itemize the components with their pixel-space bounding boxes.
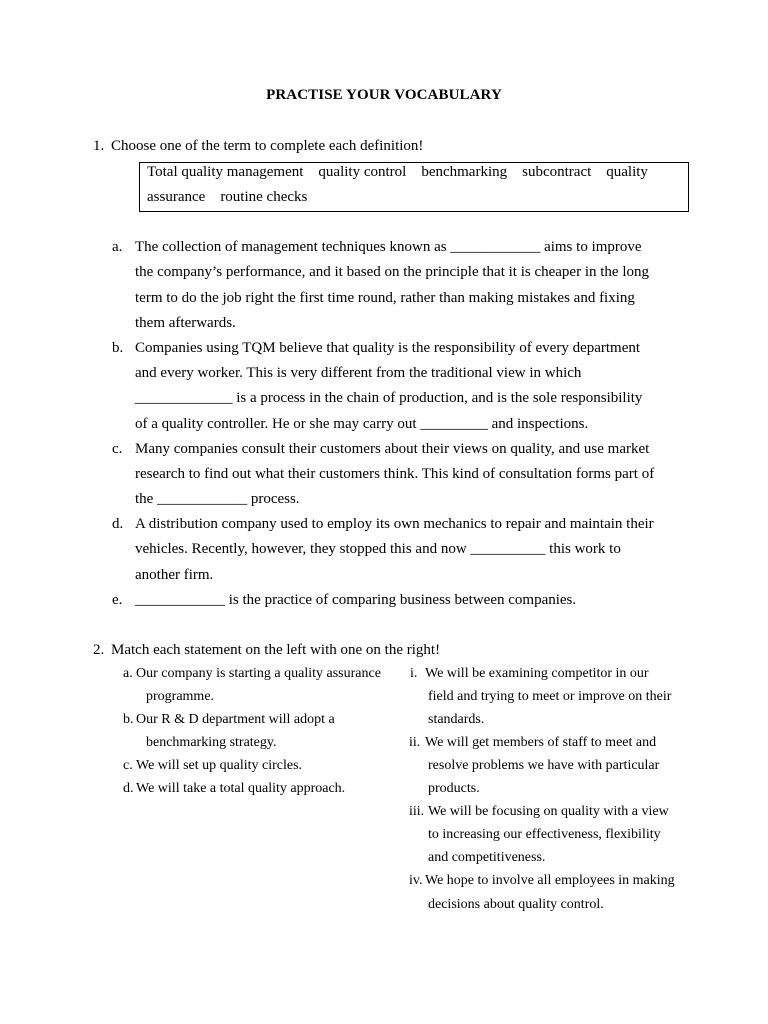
item-a-letter: a. (112, 239, 123, 255)
statement-b-line: benchmarking strategy. (146, 735, 277, 750)
question-2-number: 2. (93, 642, 105, 658)
response-iii-line: We will be focusing on quality with a view (428, 804, 669, 819)
item-b-line: and every worker. This is very different from the traditional view in which (135, 365, 582, 381)
statement-b-line: Our R & D department will adopt a (136, 712, 335, 727)
term: routine checks (220, 189, 308, 205)
item-e-line: ____________ is the practice of comparing business between companies. (135, 592, 577, 608)
term: benchmarking (421, 164, 508, 180)
response-iv-numeral: iv. (409, 873, 423, 888)
item-d-line: vehicles. Recently, however, they stopped this and now __________ this work to (135, 541, 621, 557)
statement-d-letter: d. (123, 781, 134, 796)
statement-c-line: We will set up quality circles. (136, 758, 303, 773)
item-d-letter: d. (112, 516, 124, 532)
response-iii-line: to increasing our effectiveness, flexibility (428, 827, 661, 842)
statement-a-letter: a. (123, 666, 133, 681)
term: quality (606, 164, 648, 180)
term: assurance (147, 189, 206, 205)
item-b-line: _____________ is a process in the chain of production, and is the sole responsibility (135, 390, 643, 406)
item-a-line: term to do the job right the first time round, rather than making mistakes and fixing (135, 290, 635, 306)
response-ii-line: We will get members of staff to meet and (425, 735, 657, 750)
term: Total quality management (147, 164, 304, 180)
term: subcontract (522, 164, 592, 180)
item-a-line: them afterwards. (135, 315, 236, 331)
question-1-number: 1. (93, 138, 105, 154)
response-i-line: We will be examining competitor in our (425, 666, 649, 681)
term: quality control (318, 164, 407, 180)
term-box (139, 162, 689, 212)
page-title: PRACTISE YOUR VOCABULARY (266, 87, 502, 103)
item-b-line: Companies using TQM believe that quality is the responsibility of every department (135, 340, 641, 356)
response-i-line: field and trying to meet or improve on their (428, 689, 672, 704)
item-c-line: Many companies consult their customers about their views on quality, and use market (135, 441, 650, 457)
response-ii-line: products. (428, 781, 480, 796)
item-b-line: of a quality controller. He or she may carry out _________ and inspections. (135, 416, 589, 432)
response-iv-line: decisions about quality control. (428, 897, 604, 912)
statement-a-line: programme. (146, 689, 215, 704)
item-c-letter: c. (112, 441, 123, 457)
response-iii-line: and competitiveness. (428, 850, 546, 865)
item-c-line: the ____________ process. (135, 491, 300, 507)
response-ii-numeral: ii. (409, 735, 421, 750)
response-i-numeral: i. (410, 666, 418, 681)
item-b-letter: b. (112, 340, 124, 356)
item-a-line: the company’s performance, and it based on the principle that it is cheaper in the long (135, 264, 649, 280)
question-1-instruction: Choose one of the term to complete each definition! (111, 138, 424, 154)
term-box-row-2 (147, 189, 322, 206)
statement-d-line: We will take a total quality approach. (136, 781, 346, 796)
statement-c-letter: c. (123, 758, 133, 773)
item-a-line: The collection of management techniques known as ____________ aims to improve (135, 239, 642, 255)
item-d-line: A distribution company used to employ its own mechanics to repair and maintain their (135, 516, 654, 532)
response-iv-line: We hope to involve all employees in making (425, 873, 675, 888)
statement-b-letter: b. (123, 712, 134, 727)
item-c-line: research to find out what their customers think. This kind of consultation forms part of (135, 466, 655, 482)
term-box-row-1 (147, 164, 663, 181)
question-2-instruction: Match each statement on the left with one on the right! (111, 642, 441, 658)
response-iii-numeral: iii. (409, 804, 425, 819)
statement-a-line: Our company is starting a quality assurance (136, 666, 381, 681)
item-d-line: another firm. (135, 567, 214, 583)
item-e-letter: e. (112, 592, 123, 608)
response-ii-line: resolve problems we have with particular (428, 758, 660, 773)
response-i-line: standards. (428, 712, 485, 727)
